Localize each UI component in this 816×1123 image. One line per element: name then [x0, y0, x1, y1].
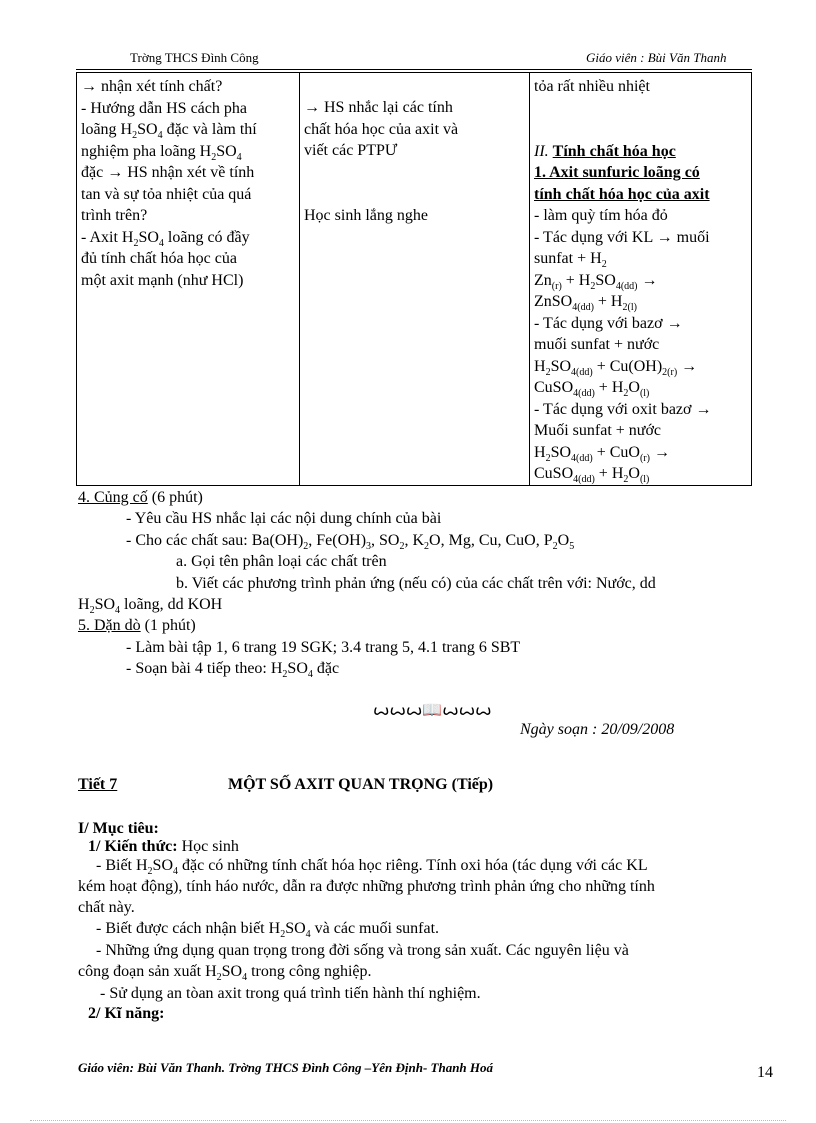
cell-line: Học sinh lắng nghe	[304, 206, 428, 224]
cell-line: đủ tính chất hóa học của	[81, 250, 237, 267]
footer-text: Giáo viên: Bùi Văn Thanh. Trờng THCS Đình Công –Yên Định- Thanh Hoá	[78, 1060, 494, 1075]
header-teacher: Giáo viên : Bùi Văn Thanh	[586, 50, 727, 65]
student-activity-cell	[300, 73, 530, 486]
cell-line: - Tác dụng với bazơ →	[534, 314, 683, 332]
cell-line: - Axit $H_2SO_4$ loãng có đầy	[81, 228, 250, 249]
cell-line: - Tác dụng với KL → muối	[534, 228, 710, 246]
page-edge	[30, 1120, 786, 1121]
consolidation-line: a. Gọi tên phân loại các chất trên	[176, 553, 387, 570]
objective-line: - Những ứng dụng quan trọng trong đời sống và trong sản xuất. Các nguyên liệu và	[96, 942, 629, 959]
equation: $H_2SO_{4(dd)} + Cu(OH)_{2(r)}$ →	[534, 357, 698, 378]
table-row	[77, 73, 752, 486]
header-school: Trờng THCS Đình Công	[130, 50, 259, 65]
knowledge-heading: 1/ Kiến thức: Học sinh	[88, 838, 239, 855]
cell-line: loãng $H_2SO_4$ đặc và làm thí	[81, 121, 257, 142]
cell-line: → HS nhắc lại các tính	[304, 99, 453, 116]
objective-line: chất này.	[78, 899, 135, 916]
cell-line: - Hướng dẫn HS cách pha	[81, 99, 247, 117]
equation: CuSO$_{4(dd)}$ + $H_2O_{(l)}$	[534, 465, 650, 486]
preparation-date: Ngày soạn : 20/09/2008	[520, 721, 675, 738]
cell-line: trình trên?	[81, 207, 148, 224]
cell-line: - Tác dụng với oxit bazơ →	[534, 400, 712, 418]
cell-line: - làm quỳ tím hóa đỏ	[534, 207, 668, 224]
cell-line: tan và sự tỏa nhiệt của quá	[81, 185, 252, 203]
lesson-activity-table	[76, 72, 752, 486]
content-cell	[530, 73, 752, 486]
skills-heading: 2/ Kĩ năng:	[88, 1005, 165, 1022]
cell-line: → nhận xét tính chất?	[81, 78, 223, 95]
lesson-title: MỘT SỐ AXIT QUAN TRỌNG (Tiếp)	[228, 776, 494, 793]
objective-line: - Biết được cách nhận biết $H_2SO_4$ và các muối sunfat.	[96, 920, 440, 941]
objectives-heading: I/ Mục tiêu:	[78, 820, 159, 837]
homework-heading: 5. Dặn dò (1 phút)	[78, 617, 196, 634]
objective-line: - Sử dụng an tòan axit trong quá trình tiến hành thí nghiệm.	[100, 985, 481, 1002]
equation: CuSO$_{4(dd)}$ + $H_2O_{(l)}$	[534, 379, 650, 400]
lesson-number: Tiết 7	[78, 776, 118, 793]
cell-line: viết các PTPƯ	[304, 142, 398, 159]
subsection-heading: 1. Axit sunfuric loãng có	[534, 164, 700, 181]
consolidation-heading: 4. Củng cố (6 phút)	[78, 489, 203, 506]
header-divider	[76, 69, 752, 70]
equation: ZnSO$_{4(dd)}$ + $H_{2(l)}$	[534, 293, 637, 314]
page-number: 14	[757, 1064, 773, 1081]
objective-line: kém hoạt động), tính háo nước, dẫn ra được những phương trình phản ứng cho những tính	[78, 878, 655, 895]
equation: $H_2SO_{4(dd)} + CuO_{(r)}$ →	[534, 443, 670, 464]
objective-line: - Biết $H_2SO_4$ đặc có những tính chất hóa học riêng. Tính oxi hóa (tác dụng với các KL	[96, 857, 648, 878]
consolidation-line: - Cho các chất sau: $Ba(OH)_2$, $Fe(OH)_3$, $SO_2$, $K_2O$, Mg, Cu, CuO, $P_2O_5$	[126, 532, 575, 553]
homework-line: - Làm bài tập 1, 6 trang 19 SGK; 3.4 trang 5, 4.1 trang 6 SBT	[126, 639, 521, 656]
cell-line: muối sunfat + nước	[534, 336, 660, 353]
cell-line: một axit mạnh (như HCl)	[81, 271, 244, 289]
consolidation-line: b. Viết các phương trình phản ứng (nếu có) của các chất trên với: Nước, dd	[176, 575, 656, 592]
cell-line: Muối sunfat + nước	[534, 422, 662, 439]
cell-line: sunfat + $H_2$	[534, 250, 607, 271]
subsection-heading: tính chất hóa học của axit	[534, 185, 710, 203]
consolidation-line: $H_2SO_4$ loãng, dd KOH	[78, 596, 223, 617]
cell-line: tỏa rất nhiều nhiệt	[534, 78, 650, 95]
homework-line: - Soạn bài 4 tiếp theo: $H_2SO_4$ đặc	[126, 660, 340, 681]
consolidation-line: - Yêu cầu HS nhắc lại các nội dung chính của bài	[126, 510, 442, 527]
equation: $Zn_{(r)} + H_2SO_{4(dd)}$ →	[534, 271, 658, 292]
teacher-activity-cell	[77, 73, 300, 486]
cell-line: chất hóa học của axit và	[304, 120, 459, 138]
cell-line: nghiệm pha loãng $H_2SO_4$	[81, 142, 242, 163]
section-heading: II. Tính chất hóa học	[534, 142, 676, 160]
ornament-divider: ꙍꙍꙍ📖ꙍꙍꙍ	[373, 702, 492, 719]
cell-line: đặc → HS nhận xét về tính	[81, 164, 255, 181]
objective-line: công đoạn sản xuất $H_2SO_4$ trong công nghiệp.	[78, 963, 372, 984]
